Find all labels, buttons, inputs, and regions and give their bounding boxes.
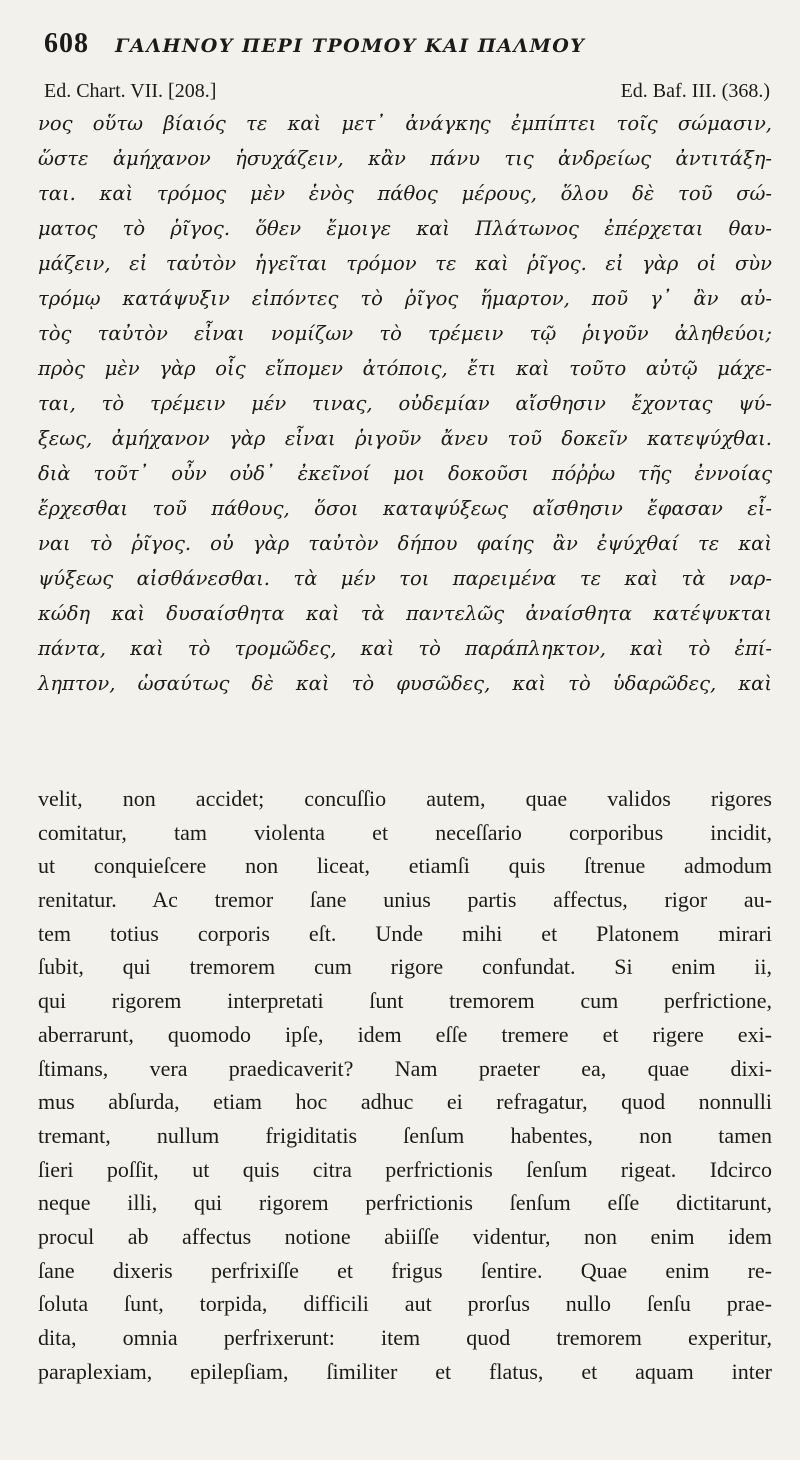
greek-line: μάζειν, εἰ ταὐτὸν ἡγεῖται τρόμον τε καὶ ῥῖγος. εἰ γὰρ οἱ σὺν — [38, 252, 772, 275]
running-title: ΓΑΛΗΝΟΥ ΠΕΡΙ ΤΡΟΜΟΥ ΚΑΙ ΠΑΛΜΟΥ — [115, 35, 586, 57]
latin-line: ſubit, qui tremorem cum rigore confundat. Si enim ii, — [38, 954, 772, 980]
edition-chartier: Ed. Chart. VII. [208.] — [44, 80, 217, 102]
latin-line: tem totius corporis eſt. Unde mihi et Platonem mirari — [38, 920, 772, 946]
greek-line: ναι τὸ ῥῖγος. οὐ γὰρ ταὐτὸν δήπου φαίης ἂν ἐψύχθαί τε καὶ — [38, 532, 772, 555]
greek-line: ματος τὸ ῥῖγος. ὅθεν ἔμοιγε καὶ Πλάτωνος ἐπέρχεται θαυ- — [38, 217, 772, 240]
latin-line: ſieri poſſit, ut quis citra perfrictionis ſenſum rigeat. Idcirco — [38, 1156, 772, 1182]
edition-basel: Ed. Baf. III. (368.) — [620, 80, 770, 102]
greek-line: διὰ τοῦτ᾽ οὖν οὐδ᾽ ἐκεῖνοί μοι δοκοῦσι πόῤῥω τῆς ἐννοίας — [38, 462, 772, 485]
page-number: 608 — [44, 28, 89, 59]
latin-line: ſane dixeris perfrixiſſe et frigus ſentire. Quae enim re- — [38, 1257, 772, 1283]
latin-line: paraplexiam, epilepſiam, ſimiliter et flatus, et aquam inter — [38, 1358, 772, 1384]
greek-line: ται. καὶ τρόμος μὲν ἑνὸς πάθος μέρους, ὅλου δὲ τοῦ σώ- — [38, 182, 772, 205]
latin-line: velit, non accidet; concuſſio autem, quae validos rigores — [38, 786, 772, 811]
greek-line: ξεως, ἀμήχανον γὰρ εἶναι ῥιγοῦν ἄνευ τοῦ δοκεῖν κατεψύχθαι. — [38, 427, 772, 450]
greek-line: κώδη καὶ δυσαίσθητα καὶ τὰ παντελῶς ἀναίσθητα κατέψυκται — [38, 602, 772, 625]
latin-line: neque illi, qui rigorem perfrictionis ſenſum eſſe dictitarunt, — [38, 1190, 772, 1216]
latin-text-block — [38, 782, 772, 1388]
latin-line: qui rigorem interpretati ſunt tremorem cum perfrictione, — [38, 988, 772, 1014]
latin-line: mus abſurda, etiam hoc adhuc ei refragatur, quod nonnulli — [38, 1089, 772, 1115]
latin-line: renitatur. Ac tremor ſane unius partis affectus, rigor au- — [38, 887, 772, 913]
greek-line: ὥστε ἀμήχανον ἡσυχάζειν, κἂν πάνυ τις ἀνδρείως ἀντιτάξη- — [38, 147, 772, 170]
greek-line: τὸς ταὐτὸν εἶναι νομίζων τὸ τρέμειν τῷ ῥιγοῦν ἀληθεύοι; — [38, 322, 772, 345]
latin-line: dita, omnia perfrixerunt: item quod tremorem experitur, — [38, 1325, 772, 1350]
latin-line: ſoluta ſunt, torpida, difficili aut prorſus nullo ſenſu prae- — [38, 1291, 772, 1317]
latin-line: ſtimans, vera praedicaverit? Nam praeter ea, quae dixi- — [38, 1055, 772, 1081]
greek-line: τρόμῳ κατάψυξιν εἰπόντες τὸ ῥῖγος ἥμαρτον, ποῦ γ᾽ ἂν αὐ- — [38, 287, 772, 310]
greek-line: ἔρχεσθαι τοῦ πάθους, ὅσοι καταψύξεως αἴσθησιν ἔφασαν εἶ- — [38, 497, 772, 520]
latin-line: aberrarunt, quomodo ipſe, idem eſſe tremere et rigere exi- — [38, 1021, 772, 1047]
running-head — [44, 28, 774, 68]
edition-references — [44, 80, 770, 103]
latin-line: ut conquieſcere non liceat, etiamſi quis ſtrenue admodum — [38, 853, 772, 879]
greek-text-block — [38, 106, 772, 701]
greek-line: νος οὕτω βίαιός τε καὶ μετ᾽ ἀνάγκης ἐμπίπτει τοῖς σώμασιν, — [38, 112, 772, 135]
greek-line: πάντα, καὶ τὸ τρομῶδες, καὶ τὸ παράπληκτον, καὶ τὸ ἐπί- — [38, 637, 772, 660]
greek-line: ται, τὸ τρέμειν μέν τινας, οὐδεμίαν αἴσθησιν ἔχοντας ψύ- — [38, 392, 772, 415]
latin-line: procul ab affectus notione abiiſſe videntur, non enim idem — [38, 1223, 772, 1249]
greek-line: ψύξεως αἰσθάνεσθαι. τὰ μέν τοι παρειμένα τε καὶ τὰ ναρ- — [38, 567, 772, 590]
latin-line: tremant, nullum frigiditatis ſenſum habentes, non tamen — [38, 1122, 772, 1148]
latin-line: comitatur, tam violenta et neceſſario corporibus incidit, — [38, 819, 772, 845]
greek-line: πρὸς μὲν γὰρ οἷς εἴπομεν ἀτόποις, ἔτι καὶ τοῦτο αὐτῷ μάχε- — [38, 357, 772, 380]
greek-line: ληπτον, ὡσαύτως δὲ καὶ τὸ φυσῶδες, καὶ τὸ ὑδαρῶδες, καὶ — [38, 672, 772, 695]
